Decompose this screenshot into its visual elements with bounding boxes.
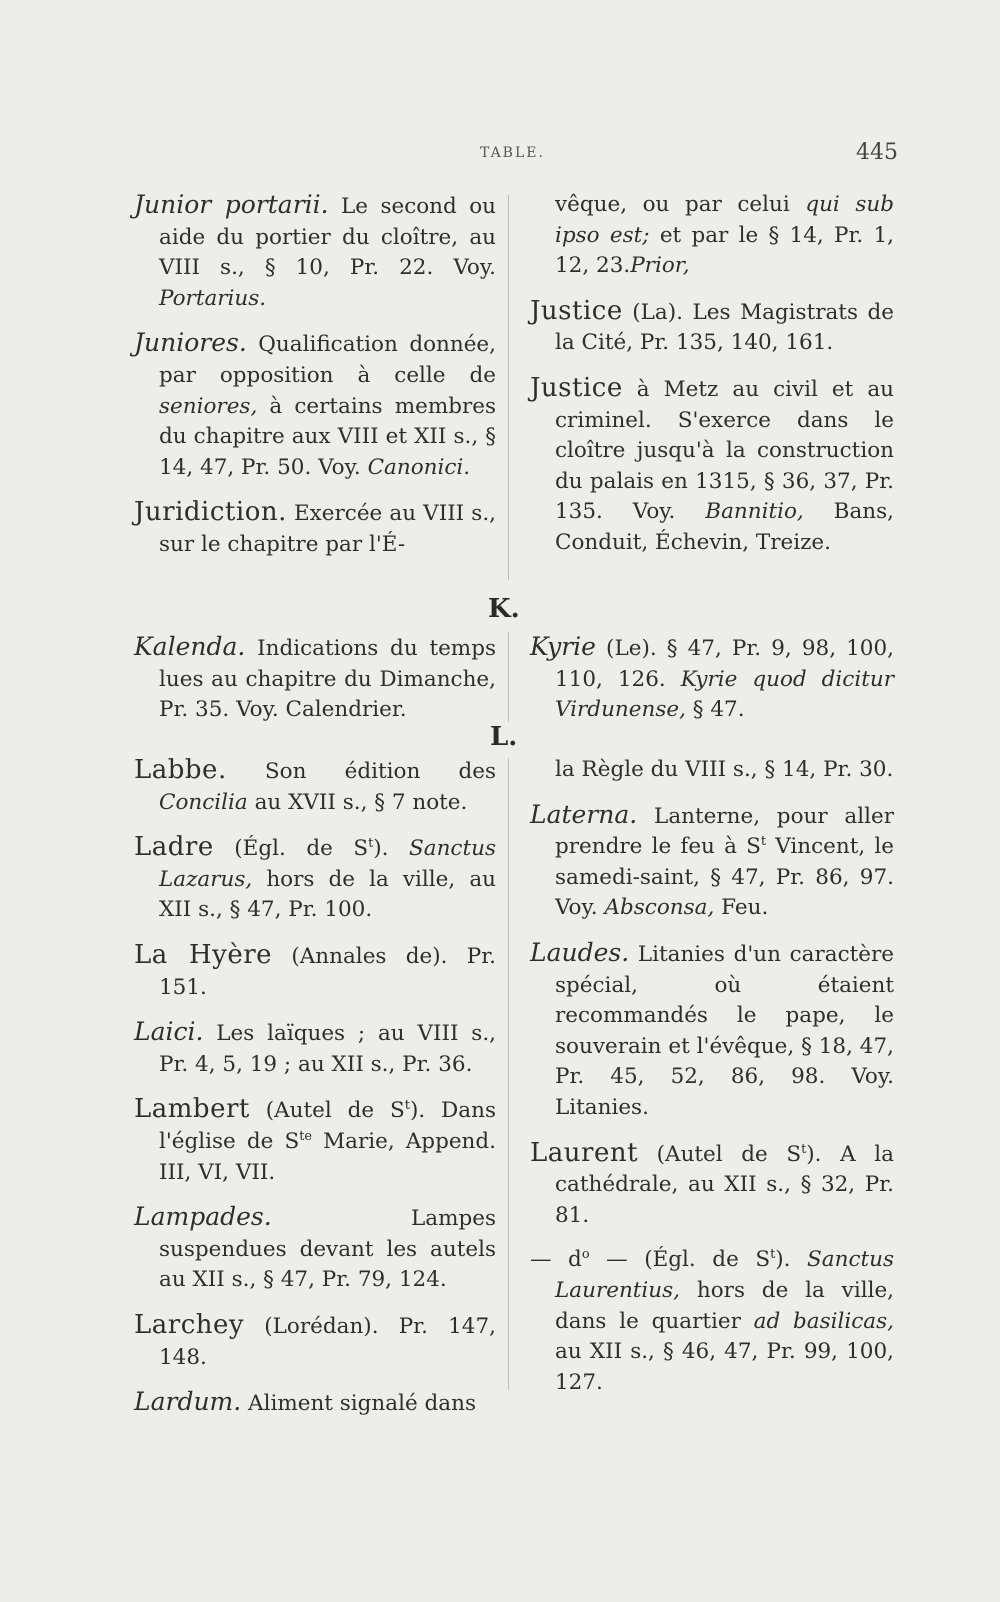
- index-entry: La Hyère (Annales de). Pr. 151.: [134, 939, 496, 1000]
- superscript: t: [404, 1098, 410, 1114]
- column-divider: [508, 195, 509, 580]
- index-entry: Junior portarii. Le second ou aide du portier du cloître, au VIII s., § 10, Pr. 22. Voy. Portarius.: [134, 190, 497, 311]
- italic-term: Bannitio,: [705, 499, 804, 525]
- index-entry: Lambert (Autel de $S^t$). Dans l'église de $S^{te}$ Marie, Append. III, VI, VII.: [134, 1094, 497, 1185]
- index-entry-continuation: vêque, ou par celui qui sub ipso est; et par le § 14, Pr. 1, 12, 23.Prior,: [555, 192, 895, 279]
- entry-headword: Justice: [530, 372, 623, 403]
- page-number: 445: [856, 140, 898, 165]
- entry-headword: Junior portarii.: [134, 190, 329, 219]
- italic-term: seniores,: [159, 393, 258, 419]
- index-entry: Labbe. Son édition des Concilia au XVII s., § 7 note.: [134, 755, 496, 815]
- superscript: t: [801, 1141, 807, 1157]
- column-top-right: [530, 190, 894, 573]
- index-entry: Lampades. Lampes suspendues devant les autels au XII s., § 47, Pr. 79, 124.: [134, 1202, 496, 1293]
- italic-term: Sanctus Laurentius,: [555, 1247, 895, 1303]
- column-k-right: [530, 632, 894, 740]
- superscript: t: [770, 1247, 776, 1263]
- index-entry: Lardum. Aliment signalé dans: [134, 1387, 476, 1417]
- entry-headword: Laici.: [134, 1017, 204, 1047]
- italic-term: Canonici.: [367, 454, 471, 480]
- index-entry: Juniores. Qualification donnée, par opposition à celle de seniores, à certains membres du chapitre aux VIII et XII s., § 14, 47, Pr. 50. Voy. Canonici.: [134, 328, 496, 480]
- italic-term: Sanctus Lazarus,: [159, 836, 496, 892]
- entry-headword: Kyrie: [530, 632, 596, 661]
- column-divider: [508, 632, 509, 722]
- entry-headword: Lambert: [134, 1094, 250, 1125]
- section-letter-l: L.: [490, 722, 518, 752]
- index-entry: Ladre (Égl. de $S^t$). Sanctus Lazarus, hors de la ville, au XII s., § 47, Pr. 100.: [134, 832, 496, 923]
- italic-term: Portarius.: [159, 285, 267, 311]
- italic-term: Concilia: [159, 789, 248, 815]
- index-entry: Laurent (Autel de $S^t$). A la cathédrale, au XII s., § 32, Pr. 81.: [530, 1137, 894, 1228]
- index-entry: Laici. Les laïques ; au VIII s., Pr. 4, 5, 19 ; au XII s., Pr. 36.: [134, 1017, 496, 1077]
- entry-headword: Laterna.: [530, 799, 638, 829]
- column-top-left: [134, 190, 496, 575]
- superscript: te: [299, 1128, 313, 1144]
- italic-term: Absconsa,: [604, 895, 715, 921]
- column-divider: [508, 758, 509, 1390]
- entry-headword: Justice: [530, 295, 623, 326]
- italic-term: Prior,: [630, 253, 690, 279]
- index-entry: Kyrie (Le). § 47, Pr. 9, 98, 100, 110, 126. Kyrie quod dicitur Virdunense, § 47.: [530, 632, 894, 723]
- entry-headword: Lampades.: [134, 1202, 272, 1232]
- entry-headword: Laurent: [530, 1137, 639, 1168]
- entry-headword: Lardum.: [134, 1387, 242, 1417]
- column-l-left: [134, 755, 496, 1434]
- index-entry: Juridiction. Exercée au VIII s., sur le chapitre par l'É-: [134, 497, 496, 557]
- index-entry: Justice (La). Les Magistrats de la Cité, Pr. 135, 140, 161.: [530, 295, 894, 356]
- entry-headword: Juridiction.: [134, 497, 287, 528]
- entry-headword: Juniores.: [134, 328, 247, 358]
- index-entry-continuation: la Règle du VIII s., § 14, Pr. 30.: [555, 757, 894, 782]
- index-entry: Laudes. Litanies d'un caractère spécial, où étaient recommandés le pape, le souverain et l'évêque, § 18, 47, Pr. 45, 52, 86, 98. Voy. Litanies.: [530, 937, 894, 1120]
- index-entry: Justice à Metz au civil et au criminel. S'exerce dans le cloître jusqu'à la construction du palais en 1315, § 36, 37, Pr. 135. Voy. Bannitio, Bans, Conduit, Échevin, Treize.: [530, 372, 894, 555]
- entry-headword: Labbe.: [134, 755, 227, 785]
- italic-term: Kyrie quod dicitur Virdunense,: [555, 666, 894, 723]
- index-entry: Larchey (Lorédan). Pr. 147, 148.: [134, 1309, 496, 1370]
- column-l-right: [530, 755, 894, 1412]
- index-entry: Kalenda. Indications du temps lues au chapitre du Dimanche, Pr. 35. Voy. Calendrier.: [134, 632, 496, 723]
- entry-headword: La Hyère: [134, 939, 273, 970]
- entry-headword: Ladre: [134, 832, 214, 863]
- entry-headword: Laudes.: [530, 937, 630, 967]
- column-k-left: [134, 632, 496, 740]
- superscript: t: [760, 834, 767, 850]
- entry-headword: Larchey: [134, 1309, 245, 1340]
- italic-term: qui sub ipso est;: [555, 192, 895, 248]
- running-head: TABLE.: [480, 145, 545, 161]
- entry-headword: Kalenda.: [134, 632, 246, 661]
- section-letter-k: K.: [488, 594, 520, 624]
- superscript: t: [368, 836, 374, 852]
- index-entry: Laterna. Lanterne, pour aller prendre le feu à $S^t$ Vincent, le samedi-saint, § 47, Pr. 86, 97. Voy. Absconsa, Feu.: [530, 799, 895, 921]
- entry-headword: — d: [530, 1247, 582, 1273]
- italic-term: ad basilicas,: [753, 1308, 894, 1334]
- superscript: o: [581, 1247, 590, 1263]
- index-entry: — $d^o$ — (Égl. de $S^t$). Sanctus Laurentius, hors de la ville, dans le quartier ad basilicas, au XII s., § 46, 47, Pr. 99, 100, 127.: [530, 1247, 895, 1395]
